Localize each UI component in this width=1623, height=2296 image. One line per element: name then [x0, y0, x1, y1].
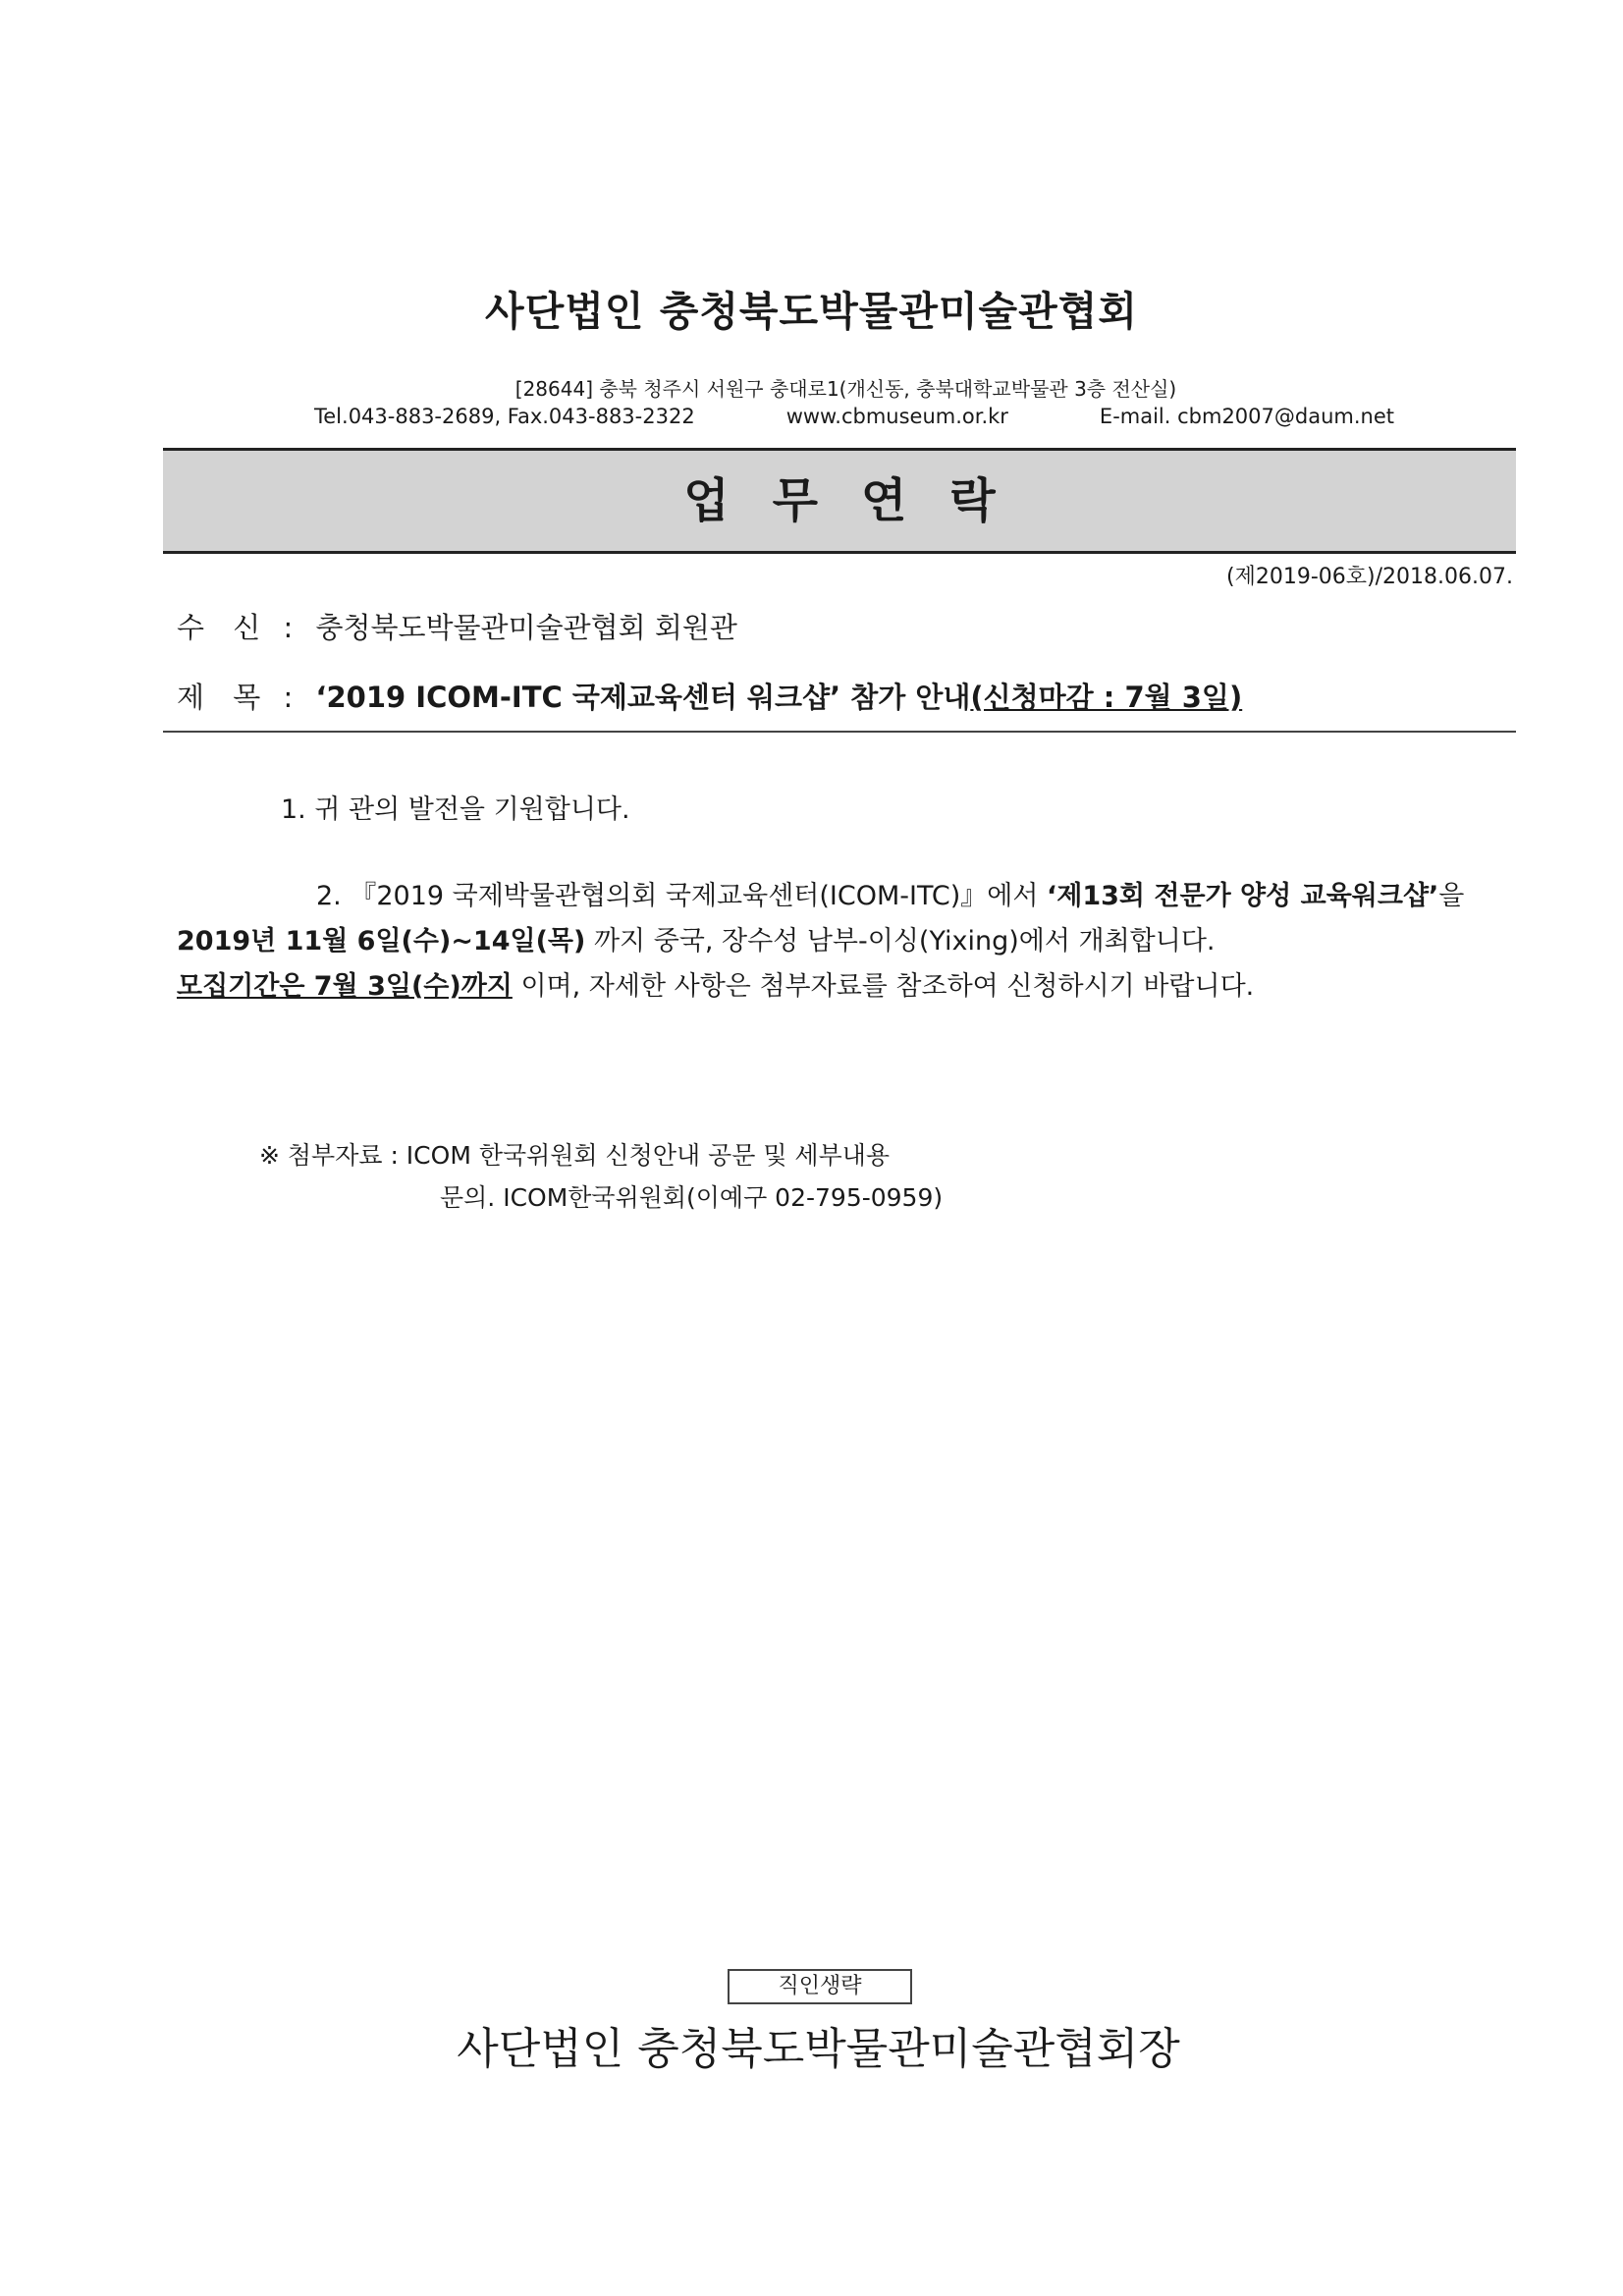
- subject-colon: :: [283, 681, 294, 714]
- paragraph-2-line-3: [177, 964, 1254, 1003]
- subject-title: ‘2019 ICOM-ITC 국제교육센터 워크샵’ 참가 안내: [315, 681, 971, 714]
- application-note: 이며, 자세한 사항은 첨부자료를 참조하여 신청하시기 바랍니다.: [512, 971, 1255, 1002]
- banner-title: 업무연락: [683, 473, 1039, 528]
- workshop-name: ‘제13회 전문가 양성 교육워크샵’: [1047, 881, 1439, 911]
- contact-line: [314, 405, 1394, 428]
- event-dates: 2019년 11월 6일(수)~14일(목): [177, 926, 586, 957]
- attachment-note: ※ 첨부자료 : ICOM 한국위원회 신청안내 공문 및 세부내용: [259, 1141, 891, 1170]
- event-location: 까지 중국, 장수성 남부-이싱(Yixing)에서 개최합니다.: [585, 926, 1216, 957]
- document-number-date: (제2019-06호)/2018.06.07.: [1226, 565, 1513, 589]
- paragraph-2-line-2: [177, 919, 1216, 957]
- organization-title: 사단법인 충청북도박물관미술관협회: [485, 288, 1138, 335]
- telephone-fax: Tel.043-883-2689, Fax.043-883-2322: [314, 405, 695, 428]
- signatory: 사단법인 충청북도박물관미술관협회장: [457, 2024, 1180, 2074]
- recipient-label: 수 신: [177, 611, 271, 644]
- paragraph-2-line-1: [316, 874, 1464, 912]
- recipient-value: 충청북도박물관미술관협회 회원관: [315, 611, 737, 644]
- recruitment-period: 모집기간은 7월 3일(수)까지: [177, 971, 513, 1002]
- inquiry-contact: 문의. ICOM한국위원회(이예구 02-795-0959): [440, 1183, 944, 1212]
- subject-row: [177, 676, 1242, 716]
- address-line: [28644] 충북 청주시 서원구 충대로1(개신동, 충북대학교박물관 3층 전산실): [514, 377, 1177, 401]
- paragraph-1: 1. 귀 관의 발전을 기원합니다.: [281, 794, 630, 825]
- recipient-colon: :: [283, 611, 294, 644]
- subject-deadline: (신청마감 : 7월 3일): [970, 681, 1243, 714]
- recipient-row: [177, 606, 737, 646]
- subject-label: 제 목: [177, 681, 271, 714]
- email: E-mail. cbm2007@daum.net: [1099, 405, 1394, 428]
- seal-omitted-box: 직인생략: [728, 1969, 912, 2004]
- website: www.cbmuseum.or.kr: [785, 405, 1008, 428]
- header-divider: [163, 731, 1516, 733]
- paragraph-2-prefix: 2. 『2019 국제박물관협의회 국제교육센터(ICOM-ITC)』에서: [316, 881, 1048, 911]
- document-type-banner: [163, 448, 1516, 554]
- paragraph-2-suffix: 을: [1438, 881, 1465, 911]
